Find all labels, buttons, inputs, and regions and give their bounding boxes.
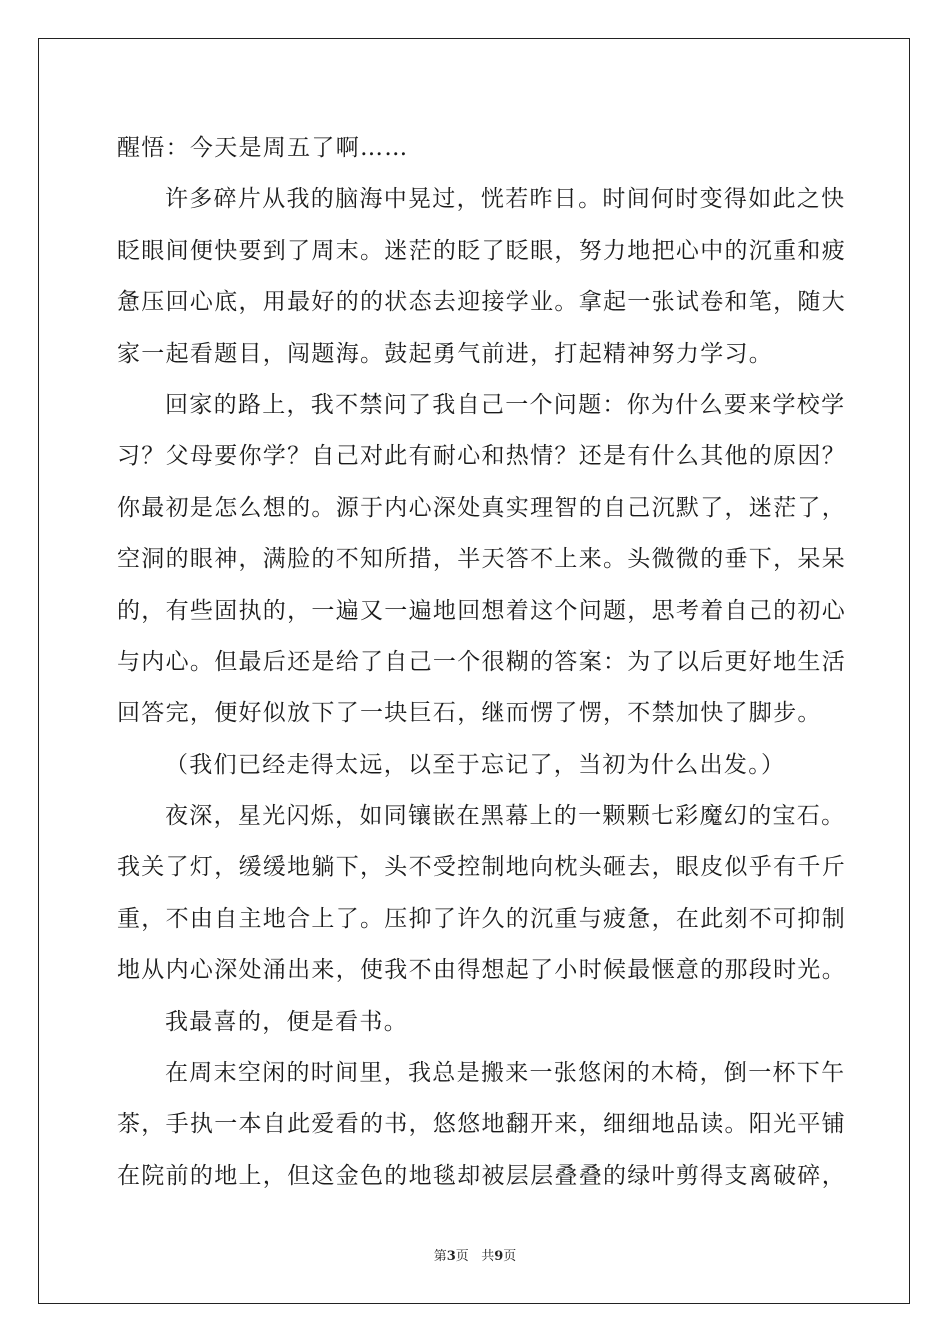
text-line: 许多碎片从我的脑海中晃过，恍若昨日。时间何时变得如此之快 (165, 186, 846, 213)
text-line: 夜深，星光闪烁，如同镶嵌在黑幕上的一颗颗七彩魔幻的宝石。 (165, 803, 846, 830)
text-line: 醒悟：今天是周五了啊…… (117, 135, 409, 161)
total-page-count: 9 (494, 1249, 504, 1264)
total-label-suffix: 页 (503, 1249, 517, 1264)
page-footer (0, 1245, 950, 1264)
total-label-prefix: 共 (481, 1249, 495, 1264)
text-line: 空洞的眼神，满脸的不知所措，半天答不上来。头微微的垂下，呆呆 (117, 546, 846, 573)
text-line: 家一起看题目，闯题海。鼓起勇气前进，打起精神努力学习。 (117, 340, 774, 367)
text-line: 眨眼间便快要到了周末。迷茫的眨了眨眼，努力地把心中的沉重和疲 (117, 237, 846, 264)
text-line: 的，有些固执的，一遍又一遍地回想着这个问题，思考着自己的初心 (117, 597, 846, 624)
text-line: 回答完，便好似放下了一块巨石，继而愣了愣，不禁加快了脚步。 (117, 700, 822, 727)
document-body (117, 126, 846, 1205)
text-line: （我们已经走得太远，以至于忘记了，当初为什么出发。） (165, 751, 786, 778)
text-line: 与内心。但最后还是给了自己一个很糊的答案：为了以后更好地生活 (117, 648, 846, 675)
text-line: 惫压回心底，用最好的的状态去迎接学业。拿起一张试卷和笔，随大 (117, 289, 846, 316)
text-line: 地从内心深处涌出来，使我不由得想起了小时候最惬意的那段时光。 (117, 957, 846, 984)
page-label-suffix: 页 (455, 1249, 469, 1264)
text-line: 茶，手执一本自此爱看的书，悠悠地翻开来，细细地品读。阳光平铺 (117, 1111, 846, 1138)
text-line: 我关了灯，缓缓地躺下，头不受控制地向枕头砸去，眼皮似乎有千斤 (117, 854, 846, 881)
text-line: 在院前的地上，但这金色的地毯却被层层叠叠的绿叶剪得支离破碎， (117, 1162, 846, 1189)
text-line: 习？父母要你学？自己对此有耐心和热情？还是有什么其他的原因？ (117, 443, 846, 470)
text-line: 我最喜的，便是看书。 (165, 1008, 408, 1035)
text-line: 你最初是怎么想的。源于内心深处真实理智的自己沉默了，迷茫了， (117, 494, 846, 521)
text-line: 回家的路上，我不禁问了我自己一个问题：你为什么要来学校学 (165, 391, 846, 418)
text-line: 在周末空闲的时间里，我总是搬来一张悠闲的木椅，倒一杯下午 (165, 1060, 846, 1087)
page-label-prefix: 第 (433, 1249, 447, 1264)
text-line: 重，不由自主地合上了。压抑了许久的沉重与疲惫，在此刻不可抑制 (117, 905, 846, 932)
current-page-number: 3 (446, 1249, 456, 1264)
